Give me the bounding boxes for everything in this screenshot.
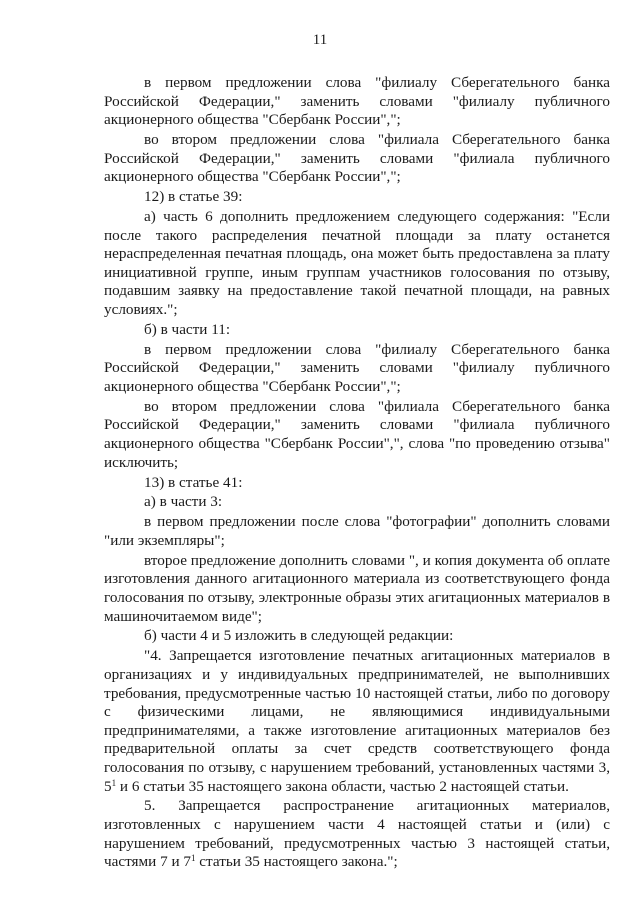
paragraph-text: "4. Запрещается изготовление печатных агитационных материалов в организациях и у индивидуальных предпринимателей, не выполнивших требования, предусмотренные частью 10 настоящей статьи, либо по договору с физическими лицами, не являющимися индивидуальными предпринимателями, а также изготовление агитационных материалов без предварительной оплаты за счет средств соответствующего фонда голосования по отзыву, с нарушением требований, установленных частями 3, 5	[104, 647, 610, 795]
paragraph: в первом предложении слова "филиалу Сберегательного банка Российской Федерации," заменить словами "филиалу публичного акционерного общества "Сбербанк России",";	[104, 340, 610, 395]
superscript: 1	[191, 853, 196, 864]
paragraph-text: и 6 статьи 35 настоящего закона области, частью 2 настоящей статьи.	[116, 777, 569, 795]
paragraph: во втором предложении слова "филиала Сберегательного банка Российской Федерации," заменить словами "филиала публичного акционерного общества "Сбербанк России",", слова "по проведению отзыва" исключить;	[104, 397, 610, 471]
paragraph: а) в части 3:	[144, 493, 223, 511]
paragraph: б) части 4 и 5 изложить в следующей редакции:	[144, 627, 454, 645]
page-number: 11	[312, 32, 328, 48]
paragraph: б) в части 11:	[144, 320, 231, 338]
paragraph-text: 5. Запрещается распространение агитационных материалов, изготовленных с нарушением части 4 настоящей статьи и (или) с нарушением требований, предусмотренных частью 3 настоящей статьи, частями 7 и 7	[104, 797, 610, 871]
paragraph: во втором предложении слова "филиала Сберегательного банка Российской Федерации," заменить словами "филиала публичного акционерного общества "Сбербанк России",";	[104, 131, 610, 186]
paragraph: в первом предложении после слова "фотографии" дополнить словами "или экземпляры";	[104, 513, 610, 549]
paragraph: второе предложение дополнить словами ", и копия документа об оплате изготовления данного агитационного материала из соответствующего фонда голосования по отзыву, электронные образы этих агитационных материалов в машиночитаемом виде";	[104, 551, 610, 625]
paragraph: 12) в статье 39:	[144, 188, 243, 206]
paragraph-text: статьи 35 настоящего закона.";	[195, 853, 398, 871]
paragraph: 13) в статье 41:	[144, 473, 243, 491]
paragraph-part-5	[104, 797, 610, 871]
paragraph-part-4	[104, 647, 610, 796]
superscript: 1	[111, 777, 117, 788]
document-body	[104, 74, 610, 873]
paragraph: а) часть 6 дополнить предложением следующего содержания: "Если после такого распределения печатной площади за плату останется нераспределенная печатная площадь, она может быть предоставлена за плату инициативной группе, иным группам участников голосования по отзыву, подавшим заявку на предоставление такой печатной площади, на равных условиях.";	[104, 208, 610, 319]
paragraph: в первом предложении слова "филиалу Сберегательного банка Российской Федерации," заменить словами "филиалу публичного акционерного общества "Сбербанк России",";	[104, 74, 610, 129]
